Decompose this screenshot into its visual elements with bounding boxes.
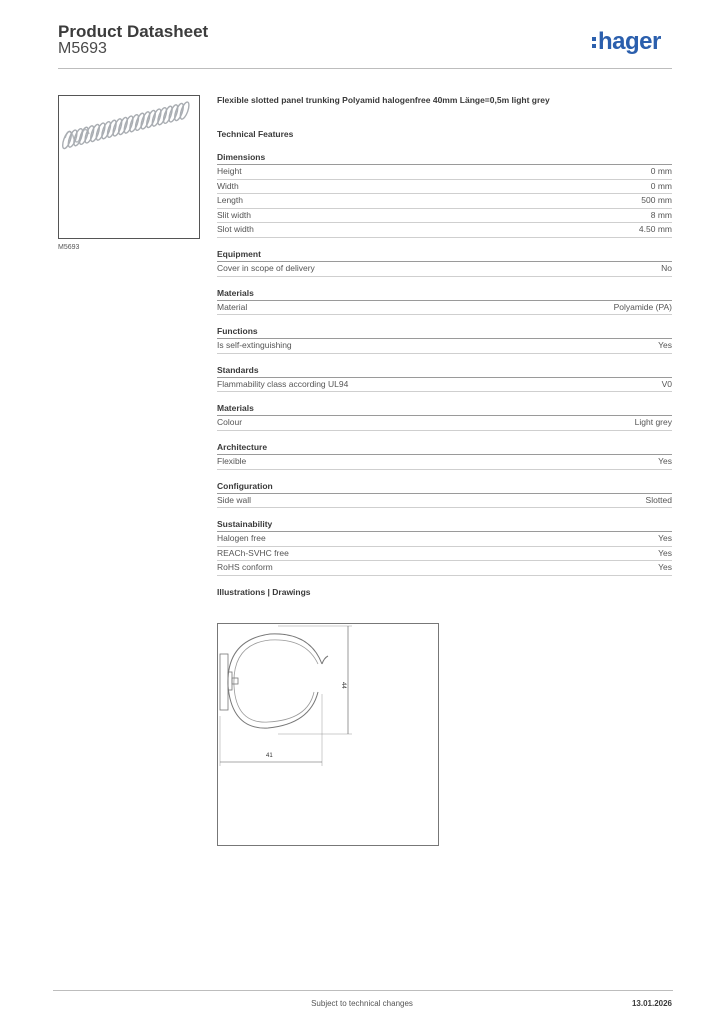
spec-row [217,455,672,470]
page-title: Product Datasheet [58,22,209,41]
spec-label: Is self-extinguishing [217,340,292,351]
spec-value: Yes [658,547,672,558]
spec-row [217,262,672,277]
spec-value: Yes [658,562,672,573]
footer-divider [53,990,673,991]
spec-section [217,481,672,509]
illustrations-heading: Illustrations | Drawings [217,586,311,597]
footer-note: Subject to technical changes [311,999,413,1008]
spec-sections [217,152,672,576]
spec-row [217,532,672,547]
section-heading: Materials [217,288,672,301]
spec-value: Polyamide (PA) [613,301,672,312]
section-heading: Functions [217,326,672,339]
trunking-profile-drawing [218,624,438,845]
spec-row [217,561,672,576]
spec-value: 500 mm [641,195,672,206]
spec-section [217,365,672,393]
spec-section [217,288,672,316]
section-heading: Configuration [217,481,672,494]
product-code: M5693 [58,40,107,57]
spec-label: Material [217,301,248,312]
image-caption: M5693 [58,244,80,251]
spec-label: REACh-SVHC free [217,547,289,558]
spec-label: Slot width [217,224,254,235]
product-title: Flexible slotted panel trunking Polyamid halogenfree 40mm Länge=0,5m light grey [217,95,550,105]
spec-section [217,519,672,576]
section-heading: Sustainability [217,519,672,532]
spec-row [217,494,672,509]
spec-value: 8 mm [650,209,672,220]
spec-row [217,165,672,180]
spec-row [217,378,672,393]
footer-date: 13.01.2026 [631,999,672,1008]
spec-label: Length [217,195,243,206]
spec-row [217,301,672,316]
spec-value: Light grey [634,417,672,428]
spec-label: RoHS conform [217,562,273,573]
spec-value: Slotted [645,494,672,505]
spec-value: Yes [658,455,672,466]
section-heading: Standards [217,365,672,378]
spec-label: Flexible [217,455,247,466]
header-divider [58,68,672,69]
spec-value: 0 mm [650,180,672,191]
spec-section [217,249,672,277]
hager-logo [592,28,661,56]
spec-row [217,194,672,209]
section-heading: Equipment [217,249,672,262]
spec-row [217,209,672,224]
logo-text: hager [598,28,661,55]
technical-drawing [217,623,439,846]
section-heading: Architecture [217,442,672,455]
logo-dots-icon [592,34,597,51]
section-heading: Dimensions [217,152,672,165]
spec-label: Slit width [217,209,252,220]
height-dimension-label: 44 [340,682,346,689]
spec-section [217,152,672,238]
spec-section [217,403,672,431]
spec-label: Colour [217,417,243,428]
spec-label: Flammability class according UL94 [217,378,349,389]
spec-value: 0 mm [650,166,672,176]
spec-row [217,180,672,195]
spec-section [217,442,672,470]
spec-label: Cover in scope of delivery [217,262,315,273]
spec-label: Halogen free [217,533,266,544]
datasheet-content [217,95,672,597]
spec-value: Yes [658,533,672,544]
width-dimension-label: 41 [266,753,273,759]
spec-label: Side wall [217,494,252,505]
spec-section [217,326,672,354]
spec-value: No [661,262,672,273]
spec-row [217,547,672,562]
spec-label: Width [217,180,239,191]
spec-row [217,416,672,431]
spec-row [217,339,672,354]
coiled-trunking-image [59,96,199,238]
spec-value: 4.50 mm [638,224,672,235]
spec-value: V0 [661,378,672,389]
technical-features-heading: Technical Features [217,129,294,139]
spec-value: Yes [658,340,672,351]
spec-label: Height [217,166,242,176]
spec-row [217,223,672,238]
section-heading: Materials [217,403,672,416]
product-image [58,95,200,239]
